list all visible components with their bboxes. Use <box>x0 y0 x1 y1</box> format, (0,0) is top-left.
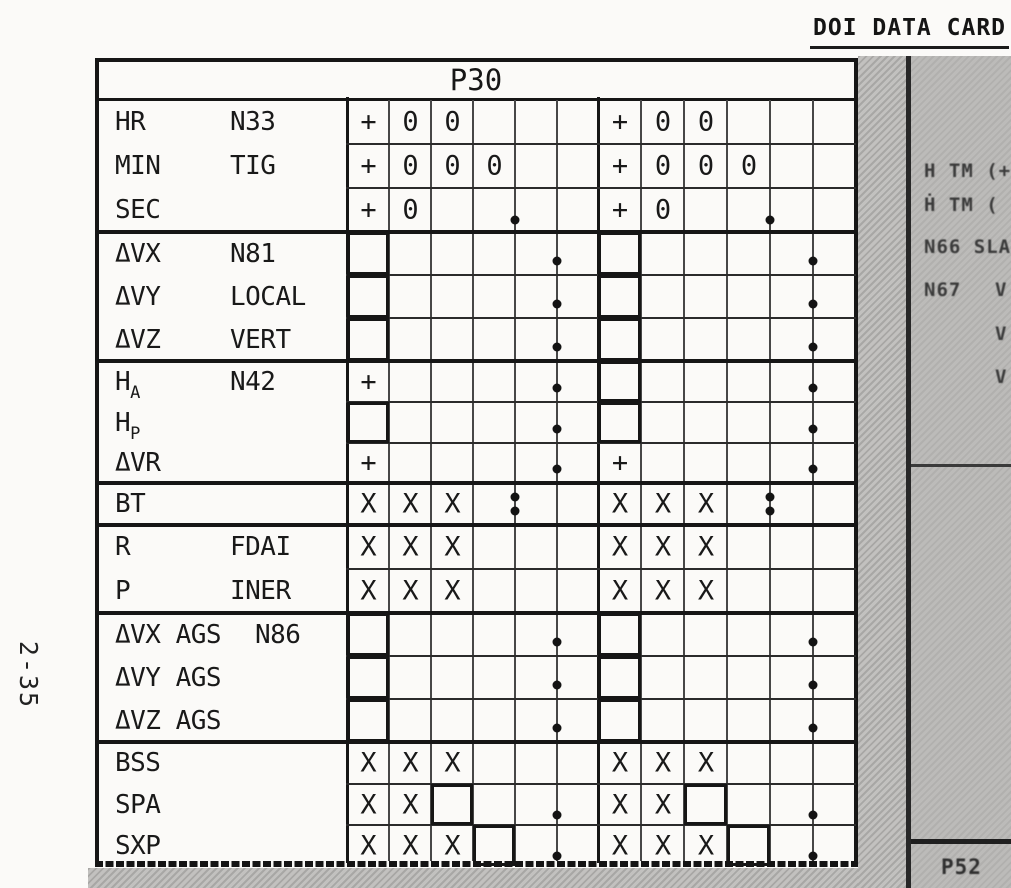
cell-mark: X <box>360 747 376 779</box>
decimal-dot <box>766 507 775 516</box>
grid-line <box>95 740 858 744</box>
row-label-noun: N42 <box>230 366 276 397</box>
row-label-noun: N86 <box>255 619 301 650</box>
row-label-noun: N81 <box>230 238 276 269</box>
decimal-dot <box>553 343 562 352</box>
row-label-text: SXP <box>115 830 161 861</box>
adjacent-card-text: V <box>995 366 1008 388</box>
cell-mark: X <box>360 488 376 520</box>
grid-line <box>95 58 858 62</box>
row-label-text: ΔVY <box>115 281 161 312</box>
grid-line <box>95 359 858 363</box>
decimal-dot <box>809 811 818 820</box>
row-label <box>115 195 160 225</box>
cell-mark: 0 <box>654 194 671 226</box>
cell-mark: X <box>360 575 376 607</box>
decimal-dot <box>553 257 562 266</box>
cell-mark: + <box>360 447 376 479</box>
cell-mark: X <box>654 747 671 779</box>
grid-line <box>346 143 856 146</box>
decimal-dot <box>553 852 562 861</box>
row-label-noun: VERT <box>230 324 291 355</box>
grid-line <box>346 97 350 863</box>
cell-mark: X <box>360 789 376 820</box>
cell-mark: 0 <box>486 150 502 182</box>
decimal-dot <box>809 257 818 266</box>
cell-mark: X <box>444 747 460 779</box>
heavy-cell-outline <box>347 613 389 656</box>
row-label <box>115 532 130 562</box>
cell-mark: X <box>444 531 460 563</box>
heavy-cell-outline <box>598 402 641 443</box>
decimal-dot <box>553 300 562 309</box>
row-label-text: H <box>115 407 131 438</box>
row-label-text: BT <box>115 489 146 519</box>
heavy-cell-outline <box>473 825 515 866</box>
grid-line <box>597 97 601 863</box>
decimal-dot <box>809 638 818 647</box>
row-label-noun: FDAI <box>230 532 291 562</box>
heavy-cell-outline <box>598 318 641 361</box>
heavy-cell-outline <box>684 784 727 825</box>
row-label-noun: TIG <box>230 151 276 181</box>
row-label <box>115 831 160 861</box>
cell-mark: X <box>654 830 671 861</box>
heavy-cell-outline <box>598 361 641 402</box>
row-label-text: MIN <box>115 151 161 181</box>
grid-line <box>95 481 858 485</box>
page-number: 2-35 <box>14 640 43 710</box>
adjacent-card-text: H TM (+ <box>924 160 1011 182</box>
cell-mark: + <box>611 194 628 226</box>
cell-mark: X <box>360 830 376 861</box>
heavy-cell-outline <box>347 402 389 443</box>
row-label <box>115 239 160 269</box>
cell-mark: X <box>697 575 714 607</box>
cell-mark: + <box>611 106 628 138</box>
decimal-dot <box>809 852 818 861</box>
cell-mark: X <box>402 531 418 563</box>
adjacent-card-text: N66 SLA <box>924 236 1011 258</box>
heavy-cell-outline <box>598 699 641 742</box>
cell-mark: 0 <box>444 150 460 182</box>
row-label-text: SEC <box>115 195 161 225</box>
row-label <box>115 706 221 736</box>
decimal-dot <box>553 681 562 690</box>
row-label-text: ΔVZ <box>115 324 161 355</box>
page-edge-hatch-bottom <box>88 868 858 888</box>
decimal-dot <box>809 681 818 690</box>
row-label-text: ΔVR <box>115 448 161 478</box>
cell-mark: + <box>360 194 376 226</box>
row-label-text: ΔVX AGS <box>115 619 222 650</box>
adjacent-card-divider-bottom <box>911 839 1011 844</box>
row-label-noun: INER <box>230 576 291 606</box>
cell-mark: X <box>697 747 714 779</box>
grid-line <box>346 824 856 827</box>
heavy-cell-outline <box>347 656 389 699</box>
decimal-dot <box>511 216 520 225</box>
row-label-text: H <box>115 366 131 397</box>
grid-line <box>95 98 858 101</box>
decimal-dot <box>553 638 562 647</box>
cell-mark: + <box>360 106 376 138</box>
cell-mark: X <box>402 488 418 520</box>
row-label-text: P <box>115 576 131 606</box>
cell-mark: X <box>402 747 418 779</box>
decimal-dot <box>553 425 562 434</box>
row-label <box>115 407 140 444</box>
cell-mark: X <box>444 830 460 861</box>
cell-mark: X <box>611 830 628 861</box>
cell-mark: X <box>360 531 376 563</box>
adjacent-card-text: Ḣ TM ( <box>924 194 999 216</box>
cell-mark: X <box>402 830 418 861</box>
cell-mark: X <box>611 789 628 820</box>
heavy-cell-outline <box>598 613 641 656</box>
decimal-dot <box>553 384 562 393</box>
row-label <box>115 151 160 181</box>
heavy-cell-outline <box>347 275 389 318</box>
grid-line <box>95 611 858 615</box>
card-header: P30 <box>449 63 503 97</box>
decimal-dot <box>553 465 562 474</box>
cell-mark: 0 <box>402 150 418 182</box>
grid-line <box>346 187 856 190</box>
cell-mark: 0 <box>697 150 714 182</box>
cell-mark: X <box>611 747 628 779</box>
adjacent-card-p52-label: P52 <box>941 855 982 879</box>
cell-mark: X <box>654 531 671 563</box>
cell-mark: X <box>697 830 714 861</box>
heavy-cell-outline <box>347 318 389 361</box>
cell-mark: 0 <box>654 106 671 138</box>
adjacent-card-text: V <box>995 279 1008 301</box>
cell-mark: + <box>611 447 628 479</box>
cell-mark: X <box>611 575 628 607</box>
adjacent-card-border <box>906 56 911 888</box>
cell-mark: + <box>360 150 376 182</box>
decimal-dot <box>809 384 818 393</box>
row-label-text: SPA <box>115 789 161 820</box>
heavy-cell-outline <box>431 784 473 825</box>
row-label <box>115 282 160 312</box>
row-label-text: ΔVY AGS <box>115 662 222 693</box>
cell-mark: X <box>654 575 671 607</box>
row-label-text: ΔVZ AGS <box>115 705 222 736</box>
decimal-dot <box>809 724 818 733</box>
cell-mark: 0 <box>740 150 757 182</box>
decimal-dot <box>809 425 818 434</box>
decimal-dot <box>511 493 520 502</box>
row-label <box>115 107 145 137</box>
cell-mark: X <box>402 575 418 607</box>
row-label <box>115 576 130 606</box>
cell-mark: 0 <box>402 194 418 226</box>
grid-line <box>346 568 856 571</box>
adjacent-card-text: V <box>995 323 1008 345</box>
heavy-cell-outline <box>727 825 770 866</box>
adjacent-card-text: N67 <box>924 279 962 301</box>
doc-title: DOI DATA CARD <box>810 15 1009 49</box>
cell-mark: 0 <box>402 106 418 138</box>
row-label <box>115 366 140 403</box>
heavy-cell-outline <box>347 699 389 742</box>
row-label <box>115 620 221 650</box>
row-label-noun: N33 <box>230 107 276 137</box>
cell-mark: + <box>611 150 628 182</box>
row-label <box>115 790 160 820</box>
row-label-text: R <box>115 532 131 562</box>
cell-mark: X <box>697 488 714 520</box>
cell-mark: X <box>654 789 671 820</box>
cell-mark: X <box>611 531 628 563</box>
cell-mark: 0 <box>654 150 671 182</box>
decimal-dot <box>511 507 520 516</box>
row-label-subscript: P <box>130 423 140 444</box>
cell-mark: X <box>611 488 628 520</box>
row-label-text: ΔVX <box>115 238 161 269</box>
row-label <box>115 448 160 478</box>
decimal-dot <box>766 493 775 502</box>
row-label <box>115 748 160 778</box>
heavy-cell-outline <box>598 232 641 275</box>
heavy-cell-outline <box>598 656 641 699</box>
row-label-text: BSS <box>115 748 161 778</box>
cell-mark: + <box>360 366 376 397</box>
cell-mark: X <box>697 531 714 563</box>
decimal-dot <box>553 724 562 733</box>
adjacent-card-divider-top <box>911 464 1011 467</box>
decimal-dot <box>809 343 818 352</box>
cell-mark: 0 <box>444 106 460 138</box>
grid-line <box>346 783 856 786</box>
grid-line <box>854 58 859 867</box>
heavy-cell-outline <box>347 232 389 275</box>
cell-mark: X <box>654 488 671 520</box>
row-label <box>115 489 145 519</box>
cell-mark: X <box>402 789 418 820</box>
cell-mark: 0 <box>697 106 714 138</box>
decimal-dot <box>553 811 562 820</box>
decimal-dot <box>809 300 818 309</box>
decimal-dot <box>766 216 775 225</box>
row-label-noun: LOCAL <box>230 281 306 312</box>
decimal-dot <box>809 465 818 474</box>
row-label <box>115 663 221 693</box>
grid-line <box>95 58 99 867</box>
cell-mark: X <box>444 488 460 520</box>
grid-line <box>95 523 858 527</box>
row-label <box>115 325 160 355</box>
row-label-text: HR <box>115 107 146 137</box>
grid-line <box>95 230 858 234</box>
row-label-subscript: A <box>130 382 140 403</box>
cell-mark: X <box>444 575 460 607</box>
heavy-cell-outline <box>598 275 641 318</box>
